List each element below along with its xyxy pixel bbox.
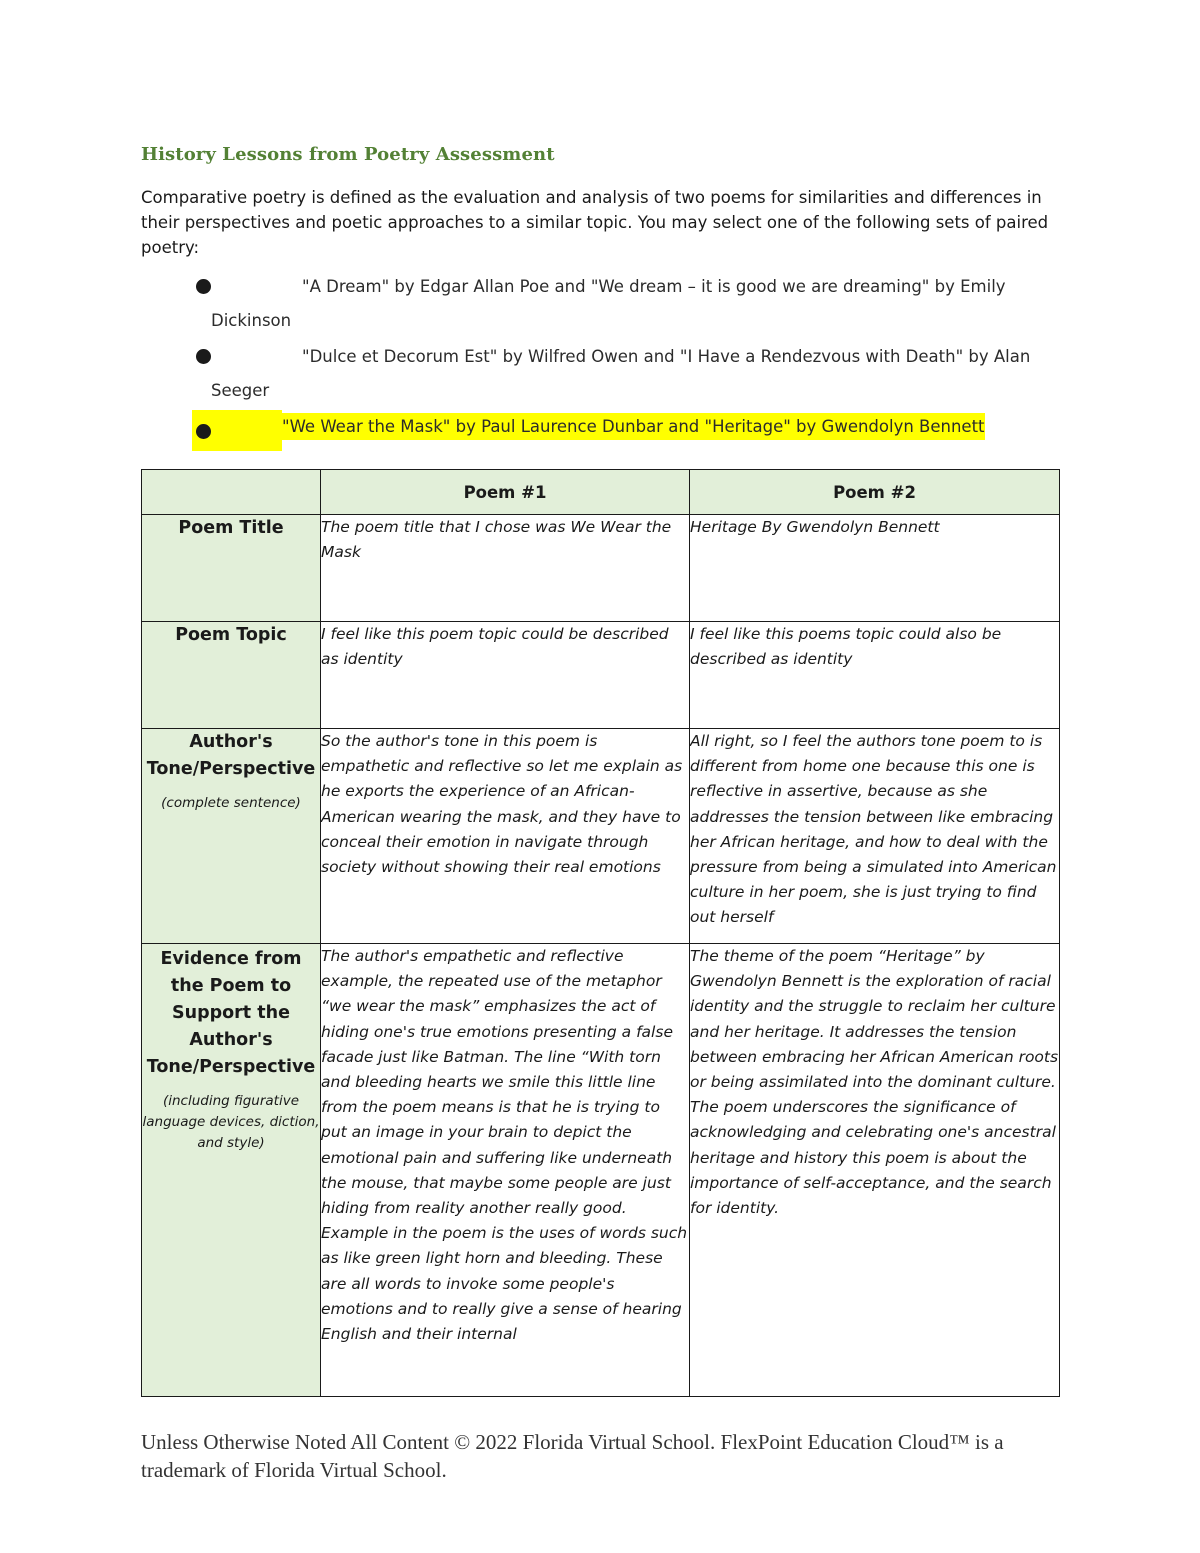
- row-label-hint: (including figurative language devices, diction, and style): [142, 1093, 320, 1151]
- row-label: [142, 515, 321, 622]
- poem1-cell[interactable]: The poem title that I chose was We Wear the Mask: [321, 515, 690, 622]
- row-label-text: Poem Title: [178, 518, 284, 538]
- poem1-cell[interactable]: So the author's tone in this poem is empathetic and reflective so let me explain as he exports the experience of an African-American wearing the mask, and they have to conceal their emotion in navigate through society without showing their real emotions: [321, 729, 690, 944]
- poem2-cell[interactable]: Heritage By Gwendolyn Bennett: [690, 515, 1060, 622]
- list-item: [192, 270, 1062, 338]
- option-text: "We Wear the Mask" by Paul Laurence Dunbar and "Heritage" by Gwendolyn Bennett: [282, 413, 985, 440]
- row-label-text: Author's Tone/Perspective: [146, 732, 316, 779]
- bullet-dot-icon: [196, 424, 211, 439]
- copyright-footer: Unless Otherwise Noted All Content © 2022 Florida Virtual School. FlexPoint Education Cloud™ is a trademark of Florida Virtual School.: [141, 1430, 1004, 1482]
- header-corner-cell: [142, 470, 321, 515]
- bullet-dot-icon: [196, 279, 211, 294]
- row-label: [142, 729, 321, 944]
- poem1-cell[interactable]: The author's empathetic and reflective example, the repeated use of the metaphor “we wear the mask” emphasizes the act of hiding one's true emotions presenting a false facade just like Batman. The line “With torn and bleeding hearts we smile this little line from the poem means is that he is trying to put an image in your brain to depict the emotional pain and suffering like underneath the mouse, that maybe some people are just hiding from reality another really good. Example in the poem is the uses of words such as like green light horn and bleeding. These are all words to invoke some people's emotions and to really give a sense of hearing English and their internal: [321, 944, 690, 1397]
- table-row: [142, 944, 1060, 1397]
- page-title: History Lessons from Poetry Assessment: [141, 144, 555, 165]
- table-header-row: [142, 470, 1060, 515]
- row-label: [142, 622, 321, 729]
- bullet-dot-icon: [196, 349, 211, 364]
- list-item-selected: [192, 410, 1062, 444]
- list-item: [192, 340, 1062, 408]
- row-label-text: Evidence from the Poem to Support the Author's Tone/Perspective: [146, 949, 316, 1077]
- comparison-table: [141, 469, 1060, 1397]
- header-poem2: Poem #2: [690, 470, 1060, 515]
- option-text: "A Dream" by Edgar Allan Poe and "We dream – it is good we are dreaming" by Emily Dickinson: [211, 277, 1006, 330]
- row-label-hint: (complete sentence): [161, 795, 301, 811]
- header-poem1: Poem #1: [321, 470, 690, 515]
- table-row: [142, 622, 1060, 729]
- table-row: [142, 515, 1060, 622]
- row-label-text: Poem Topic: [175, 625, 287, 645]
- poem-options-list: [192, 270, 1062, 446]
- option-text: "Dulce et Decorum Est" by Wilfred Owen and "I Have a Rendezvous with Death" by Alan Seeger: [211, 347, 1031, 400]
- poem1-cell[interactable]: I feel like this poem topic could be described as identity: [321, 622, 690, 729]
- table-row: [142, 729, 1060, 944]
- poem2-cell[interactable]: I feel like this poems topic could also be described as identity: [690, 622, 1060, 729]
- poem2-cell[interactable]: All right, so I feel the authors tone poem to is different from home one because this one is reflective in assertive, because as she addresses the tension between like embracing her African heritage, and how to deal with the pressure from being a simulated into American culture in her poem, she is just trying to find out herself: [690, 729, 1060, 944]
- poem2-cell[interactable]: The theme of the poem “Heritage” by Gwendolyn Bennett is the exploration of racial identity and the struggle to reclaim her culture and her heritage. It addresses the tension between embracing her African American roots or being assimilated into the dominant culture. The poem underscores the significance of acknowledging and celebrating one's ancestral heritage and history this poem is about the importance of self-acceptance, and the search for identity.: [690, 944, 1060, 1397]
- row-label: [142, 944, 321, 1397]
- intro-paragraph: Comparative poetry is defined as the evaluation and analysis of two poems for similarities and differences in their perspectives and poetic approaches to a similar topic. You may select one of the following sets of paired poetry:: [141, 188, 1049, 257]
